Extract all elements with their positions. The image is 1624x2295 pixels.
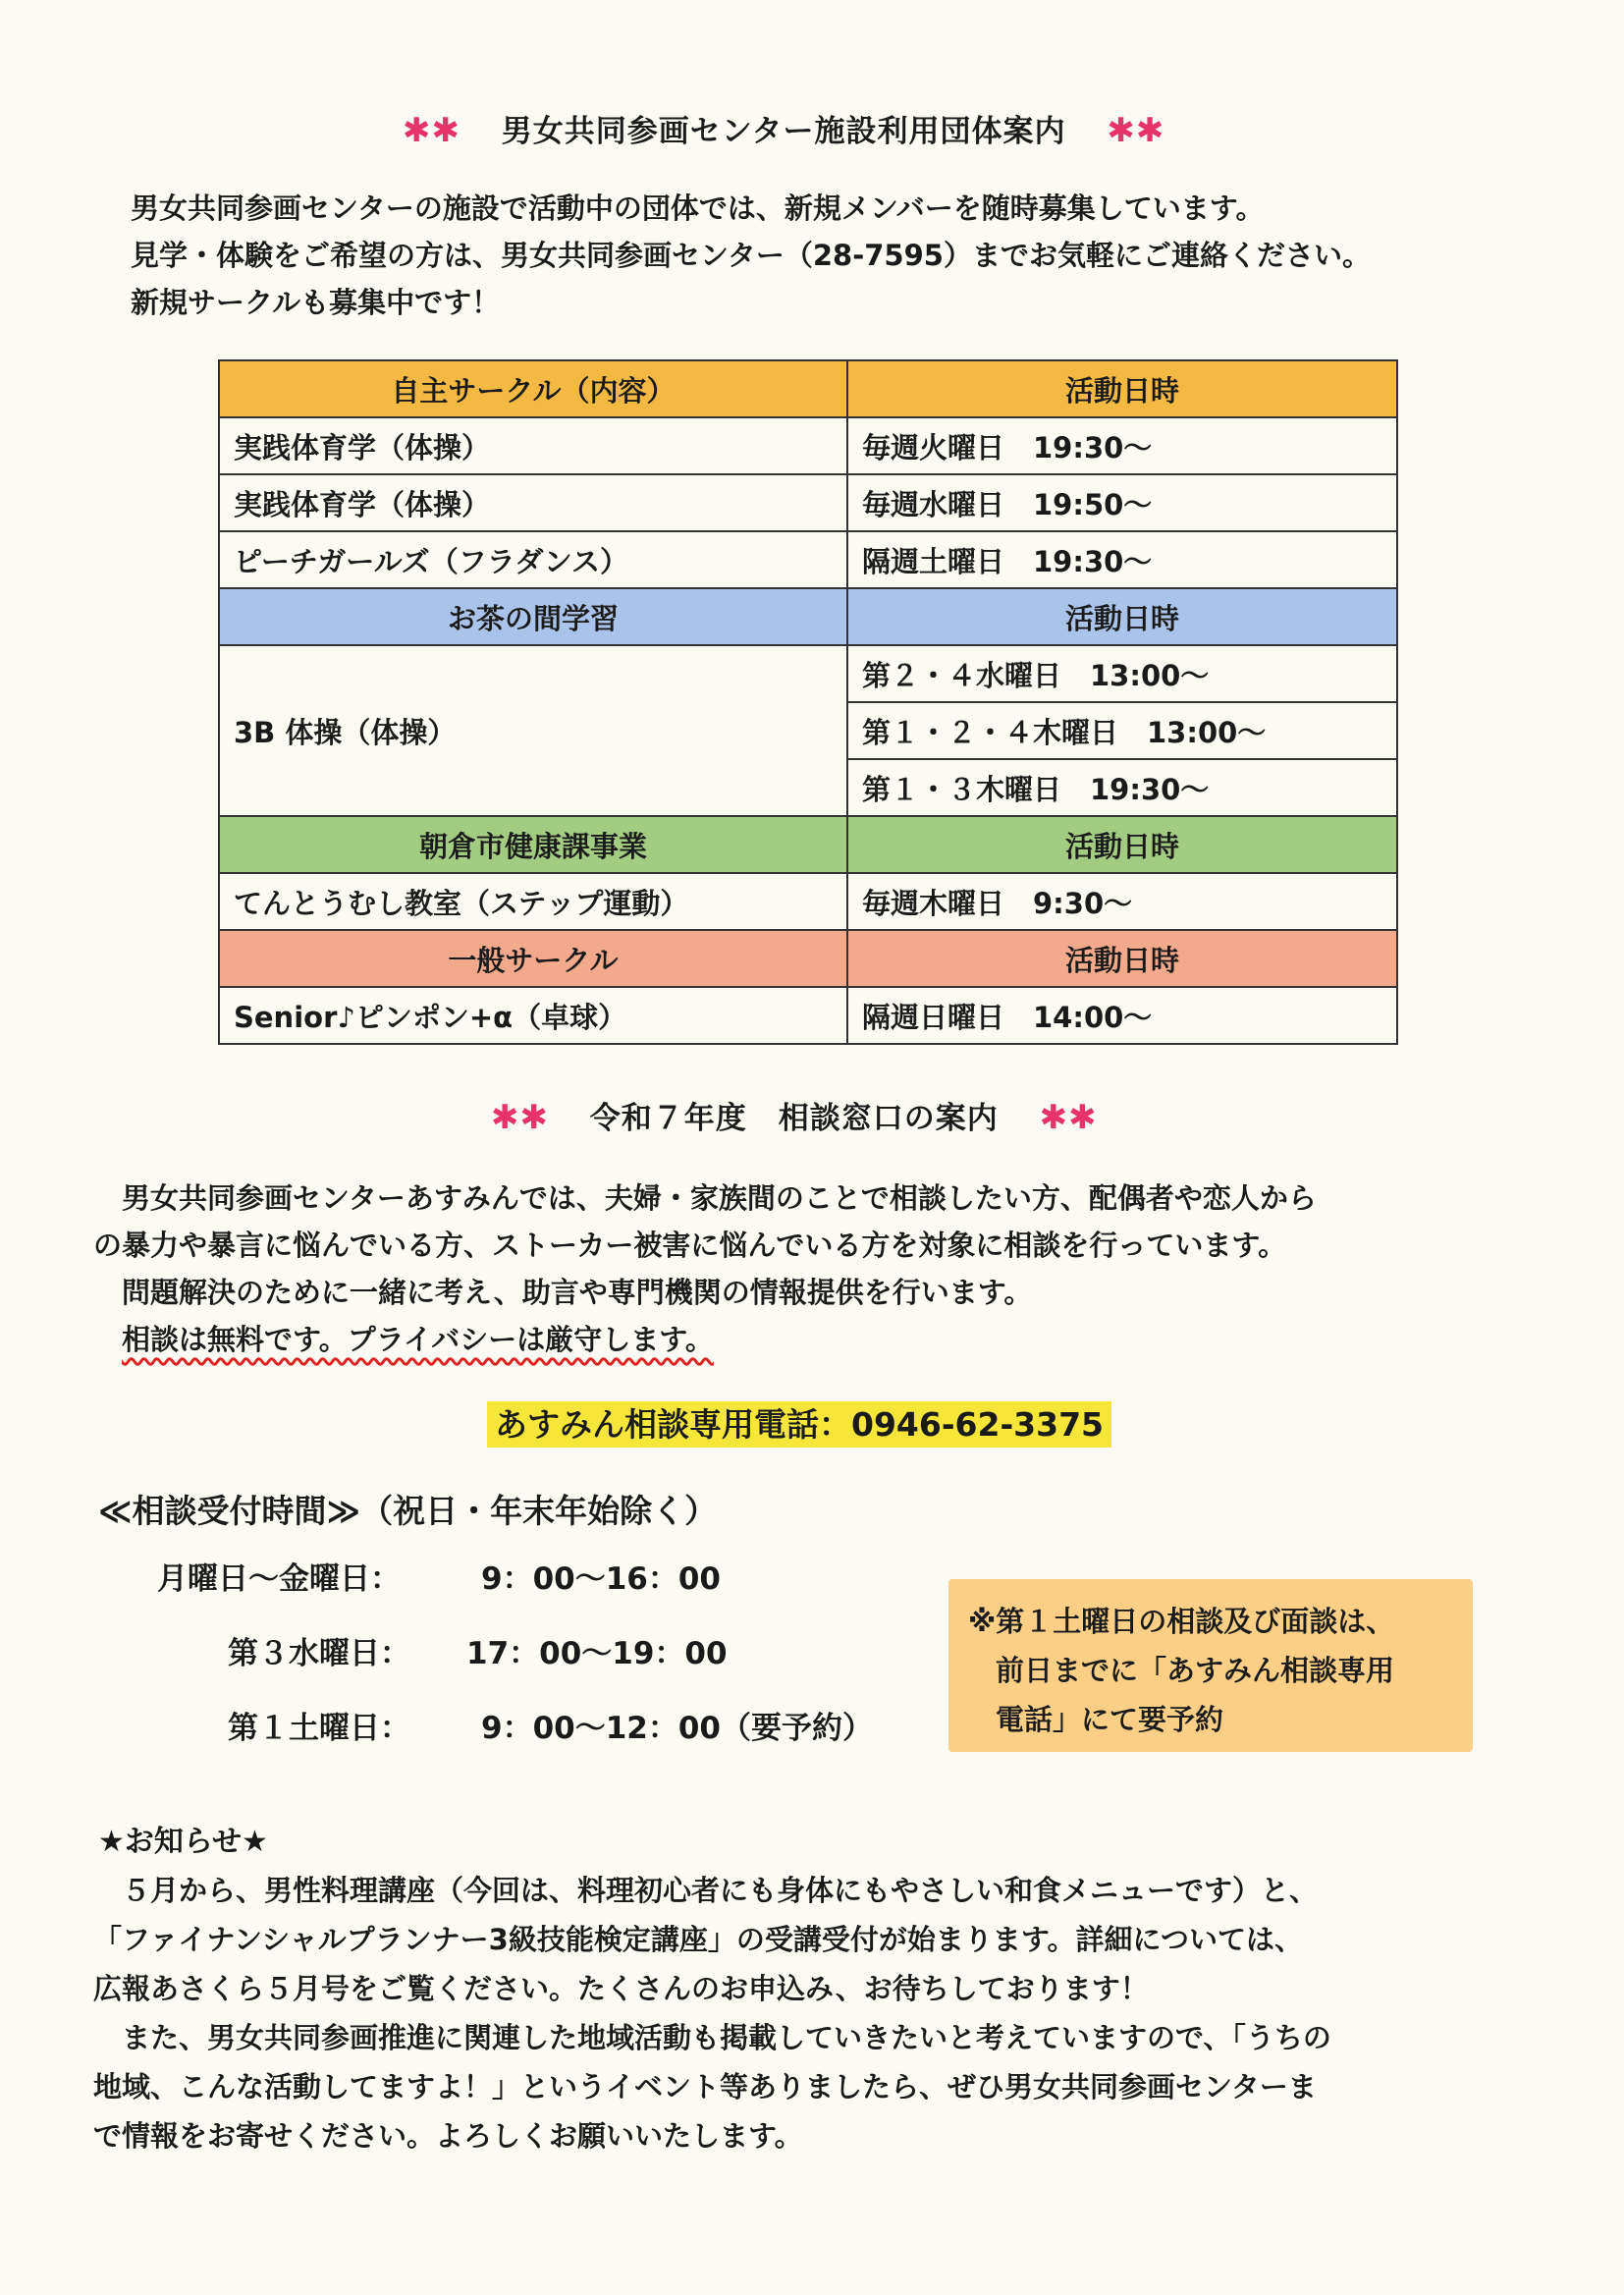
hours-time: 9：00～16：00	[481, 1561, 721, 1597]
table-row	[219, 987, 1397, 1044]
asterisk-icon: ✱✱	[1107, 111, 1165, 150]
circle-time: 隔週日曜日 14:00～	[847, 987, 1397, 1044]
time-header: 活動日時	[847, 588, 1397, 645]
circle-time: 第２・４水曜日 13:00～	[847, 645, 1397, 702]
intro-line: 新規サークルも募集中です！	[131, 286, 501, 319]
circle-time: 毎週水曜日 19:50～	[847, 474, 1397, 531]
table-header-row	[219, 930, 1397, 987]
time-header: 活動日時	[847, 930, 1397, 987]
table-row	[219, 645, 1397, 702]
section1-heading	[403, 106, 1164, 150]
body-line: 男女共同参画センターあすみんでは、夫婦・家族間のことで相談したい方、配偶者や恋人から	[93, 1181, 1317, 1215]
asterisk-icon: ✱✱	[403, 111, 460, 150]
circle-table	[218, 359, 1398, 1045]
table-row	[219, 474, 1397, 531]
note-line: 電話」にて要予約	[996, 1703, 1224, 1736]
notice-line: で情報をお寄せください。よろしくお願いいたします。	[93, 2119, 803, 2153]
section2-title: 令和７年度 相談窓口の案内	[589, 1101, 999, 1136]
intro-line: 見学・体験をご希望の方は、男女共同参画センター（28-7595）までお気軽にご連絡ください。	[131, 239, 1371, 272]
hours-day: 月曜日～金曜日：	[157, 1561, 401, 1597]
hours-time: 9：00～12：00（要予約）	[481, 1711, 873, 1746]
table-header-row	[219, 588, 1397, 645]
body-line: の暴力や暴言に悩んでいる方、ストーカー被害に悩んでいる方を対象に相談を行っています。	[93, 1229, 1287, 1262]
section2-heading	[491, 1093, 1098, 1137]
circle-name: 3B 体操（体操）	[219, 645, 847, 816]
phone-line	[487, 1399, 1111, 1446]
table-row	[219, 873, 1397, 930]
privacy-note: 相談は無料です。プライバシーは厳守します。	[122, 1323, 714, 1356]
circle-time: 隔週土曜日 19:30～	[847, 531, 1397, 588]
circle-time: 毎週火曜日 19:30～	[847, 417, 1397, 474]
group-header: お茶の間学習	[219, 588, 847, 645]
circle-name: ピーチガールズ（フラダンス）	[219, 531, 847, 588]
consultation-phone: あすみん相談専用電話：0946-62-3375	[487, 1401, 1111, 1448]
body-line	[93, 1316, 1317, 1363]
circle-time: 毎週木曜日 9:30～	[847, 873, 1397, 930]
reservation-note	[948, 1579, 1473, 1752]
notice-line: ５月から、男性料理講座（今回は、料理初心者にも身体にもやさしい和食メニューです）と、	[93, 1874, 1319, 1907]
notice-line: また、男女共同参画推進に関連した地域活動も掲載していきたいと考えていますので、「うちの	[93, 2021, 1331, 2054]
notice-body	[93, 1866, 1331, 2160]
hours-day: 第１土曜日：	[228, 1711, 410, 1746]
group-header: 自主サークル（内容）	[219, 360, 847, 417]
hours-title: ≪相談受付時間≫（祝日・年末年始除く）	[98, 1492, 718, 1530]
asterisk-icon: ✱✱	[491, 1098, 549, 1137]
table-header-row	[219, 816, 1397, 873]
time-header: 活動日時	[847, 816, 1397, 873]
hours-time: 17：00～19：00	[466, 1636, 728, 1671]
circle-name: 実践体育学（体操）	[219, 474, 847, 531]
notice-line: 広報あさくら５月号をご覧ください。たくさんのお申込み、お待ちしております！	[93, 1972, 1149, 2005]
section1-intro	[131, 185, 1371, 326]
notice-line: 「ファイナンシャルプランナー3級技能検定講座」の受講受付が始まります。詳細については、	[93, 1923, 1303, 1956]
note-line: ※第１土曜日の相談及び面談は、	[968, 1605, 1395, 1638]
body-line: 問題解決のために一緒に考え、助言や専門機関の情報提供を行います。	[93, 1276, 1033, 1309]
group-header: 朝倉市健康課事業	[219, 816, 847, 873]
circle-time: 第１・２・４木曜日 13:00～	[847, 702, 1397, 759]
hours-day: 第３水曜日：	[228, 1636, 410, 1671]
intro-line: 男女共同参画センターの施設で活動中の団体では、新規メンバーを随時募集しています。	[131, 191, 1265, 225]
asterisk-icon: ✱✱	[1039, 1098, 1098, 1137]
time-header: 活動日時	[847, 360, 1397, 417]
circle-time: 第１・３木曜日 19:30～	[847, 759, 1397, 816]
circle-name: Senior♪ピンポン+α（卓球）	[219, 987, 847, 1044]
notice-title: ★お知らせ★	[98, 1825, 268, 1859]
group-header: 一般サークル	[219, 930, 847, 987]
note-line: 前日までに「あすみん相談専用	[996, 1654, 1395, 1687]
notice-line: 地域、こんな活動してますよ！」というイベント等ありましたら、ぜひ男女共同参画センターま	[93, 2070, 1317, 2104]
table-header-row	[219, 360, 1397, 417]
circle-name: 実践体育学（体操）	[219, 417, 847, 474]
section1-title: 男女共同参画センター施設利用団体案内	[501, 114, 1066, 149]
circle-name: てんとうむし教室（ステップ運動）	[219, 873, 847, 930]
section2-body	[93, 1175, 1317, 1363]
table-row	[219, 417, 1397, 474]
table-row	[219, 531, 1397, 588]
